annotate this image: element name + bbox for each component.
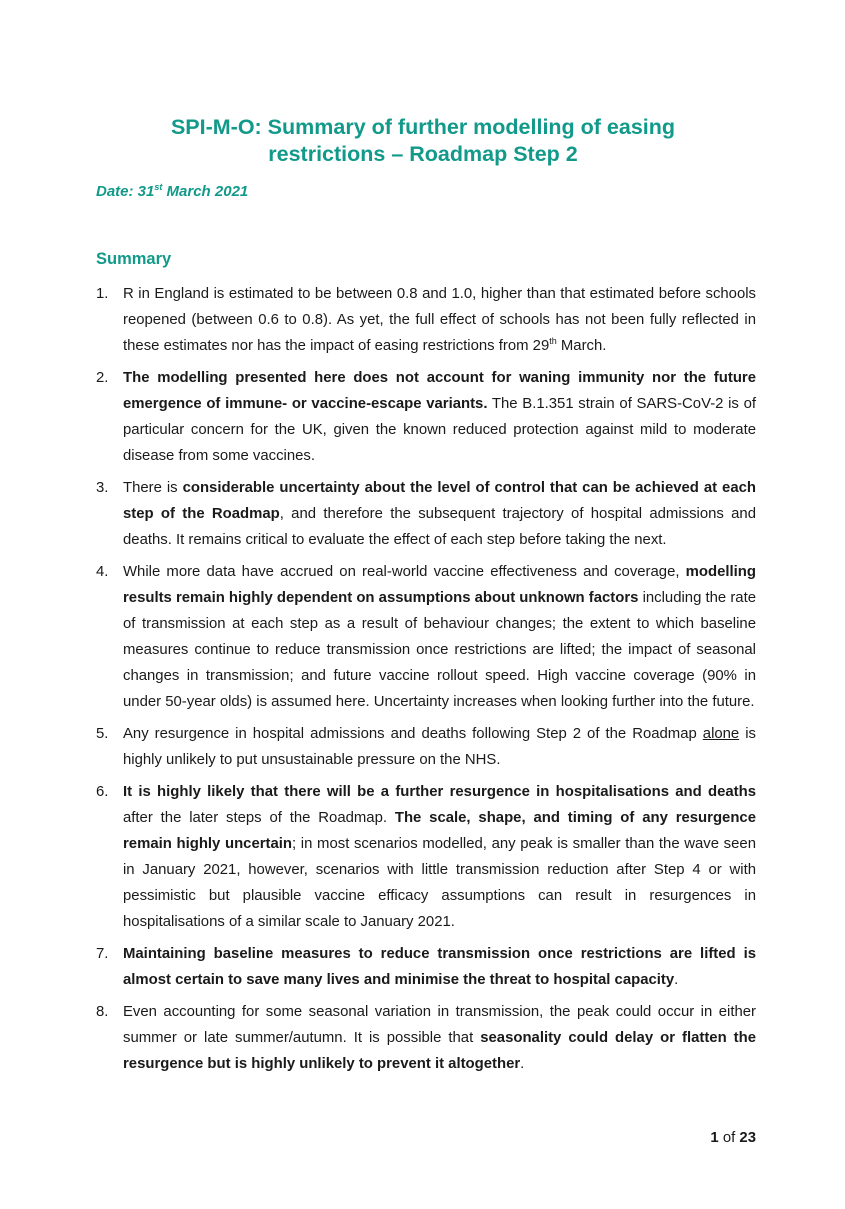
item-underlined-text: alone <box>702 726 740 742</box>
current-page: 1 <box>710 1130 719 1146</box>
item-bold-text: It is highly likely that there will be a further resurgence in hospitalisations and deaths <box>123 784 756 800</box>
item-text: While more data have accrued on real-world vaccine effectiveness and coverage, <box>123 564 686 580</box>
document-title <box>96 114 750 168</box>
title-line-1: SPI-M-O: Summary of further modelling of easing <box>170 115 676 139</box>
item-text: March. <box>556 338 607 354</box>
item-number: 7. <box>96 946 109 962</box>
item-bold-text: The modelling presented here does not account for waning immunity nor the future emergence of immune- or vaccine-escape variants. <box>123 370 756 412</box>
summary-list <box>96 281 756 1083</box>
title-line-2: restrictions – Roadmap Step 2 <box>268 142 578 166</box>
item-number: 1. <box>96 286 109 302</box>
list-item <box>96 559 756 715</box>
list-item <box>96 941 756 993</box>
item-number: 4. <box>96 564 109 580</box>
item-text: Even accounting for some seasonal variation in transmission, the peak could occur in either summer or late summer/autumn. It is possible that <box>123 1004 756 1046</box>
item-number: 6. <box>96 784 109 800</box>
date-prefix: Date: 31 <box>96 183 155 200</box>
item-bold-text: The scale, shape, and timing of any resurgence remain highly uncertain <box>123 810 756 852</box>
list-item <box>96 721 756 773</box>
list-item <box>96 779 756 935</box>
item-number: 2. <box>96 370 109 386</box>
item-ordinal: th <box>549 336 557 347</box>
item-number: 3. <box>96 480 109 496</box>
item-text: , and therefore the subsequent trajectory of hospital admissions and deaths. It remains critical to evaluate the effect of each step before taking the next. <box>123 506 756 548</box>
item-text: R in England is estimated to be between 0.8 and 1.0, higher than that estimated before schools reopened (between 0.6 to 0.8). As yet, the full effect of schools has not been fully reflected in these estimates nor has the impact of easing restrictions from 29 <box>123 286 756 354</box>
item-number: 5. <box>96 726 109 742</box>
item-text: . <box>674 972 679 988</box>
list-item <box>96 475 756 553</box>
date-ordinal: st <box>154 182 163 192</box>
list-item <box>96 281 756 359</box>
item-text: ; in most scenarios modelled, any peak is smaller than the wave seen in January 2021, however, scenarios with little transmission reduction after Step 4 or with pessimistic but plausible vaccine efficacy assumptions can result in resurgences in hospitalisations of a similar scale to January 2021. <box>123 836 756 930</box>
list-item <box>96 365 756 469</box>
item-bold-text: considerable uncertainty about the level of control that can be achieved at each step of the Roadmap <box>123 480 756 522</box>
list-item <box>96 999 756 1077</box>
date-suffix: March 2021 <box>162 183 249 200</box>
item-bold-text: modelling results remain highly dependent on assumptions about unknown factors <box>123 564 756 606</box>
item-bold-text: Maintaining baseline measures to reduce transmission once restrictions are lifted is almost certain to save many lives and minimise the threat to hospital capacity <box>123 946 756 988</box>
total-pages: 23 <box>739 1130 756 1146</box>
item-bold-text: seasonality could delay or flatten the resurgence but is highly unlikely to prevent it altogether <box>123 1030 756 1072</box>
page-of-label: of <box>718 1130 740 1146</box>
item-text: is highly unlikely to put unsustainable pressure on the NHS. <box>123 726 756 768</box>
item-text: including the rate of transmission at each step as a result of behaviour changes; the extent to which baseline measures continue to reduce transmission once restrictions are lifted; the impact of seasonal changes in transmission; and future vaccine rollout speed. High vaccine coverage (90% in under 50-year olds) is assumed here. Uncertainty increases when looking further into the future. <box>123 590 757 710</box>
page-number <box>710 1130 756 1146</box>
item-text: after the later steps of the Roadmap. <box>123 810 395 826</box>
section-heading: Summary <box>96 250 172 268</box>
item-number: 8. <box>96 1004 109 1020</box>
document-date <box>96 183 248 200</box>
item-text: There is <box>123 480 183 496</box>
item-text: The B.1.351 strain of SARS-CoV-2 is of particular concern for the UK, given the known reduced protection against mild to moderate disease from some vaccines. <box>123 396 756 464</box>
item-text: Any resurgence in hospital admissions and deaths following Step 2 of the Roadmap <box>123 726 703 742</box>
item-text: . <box>520 1056 525 1072</box>
